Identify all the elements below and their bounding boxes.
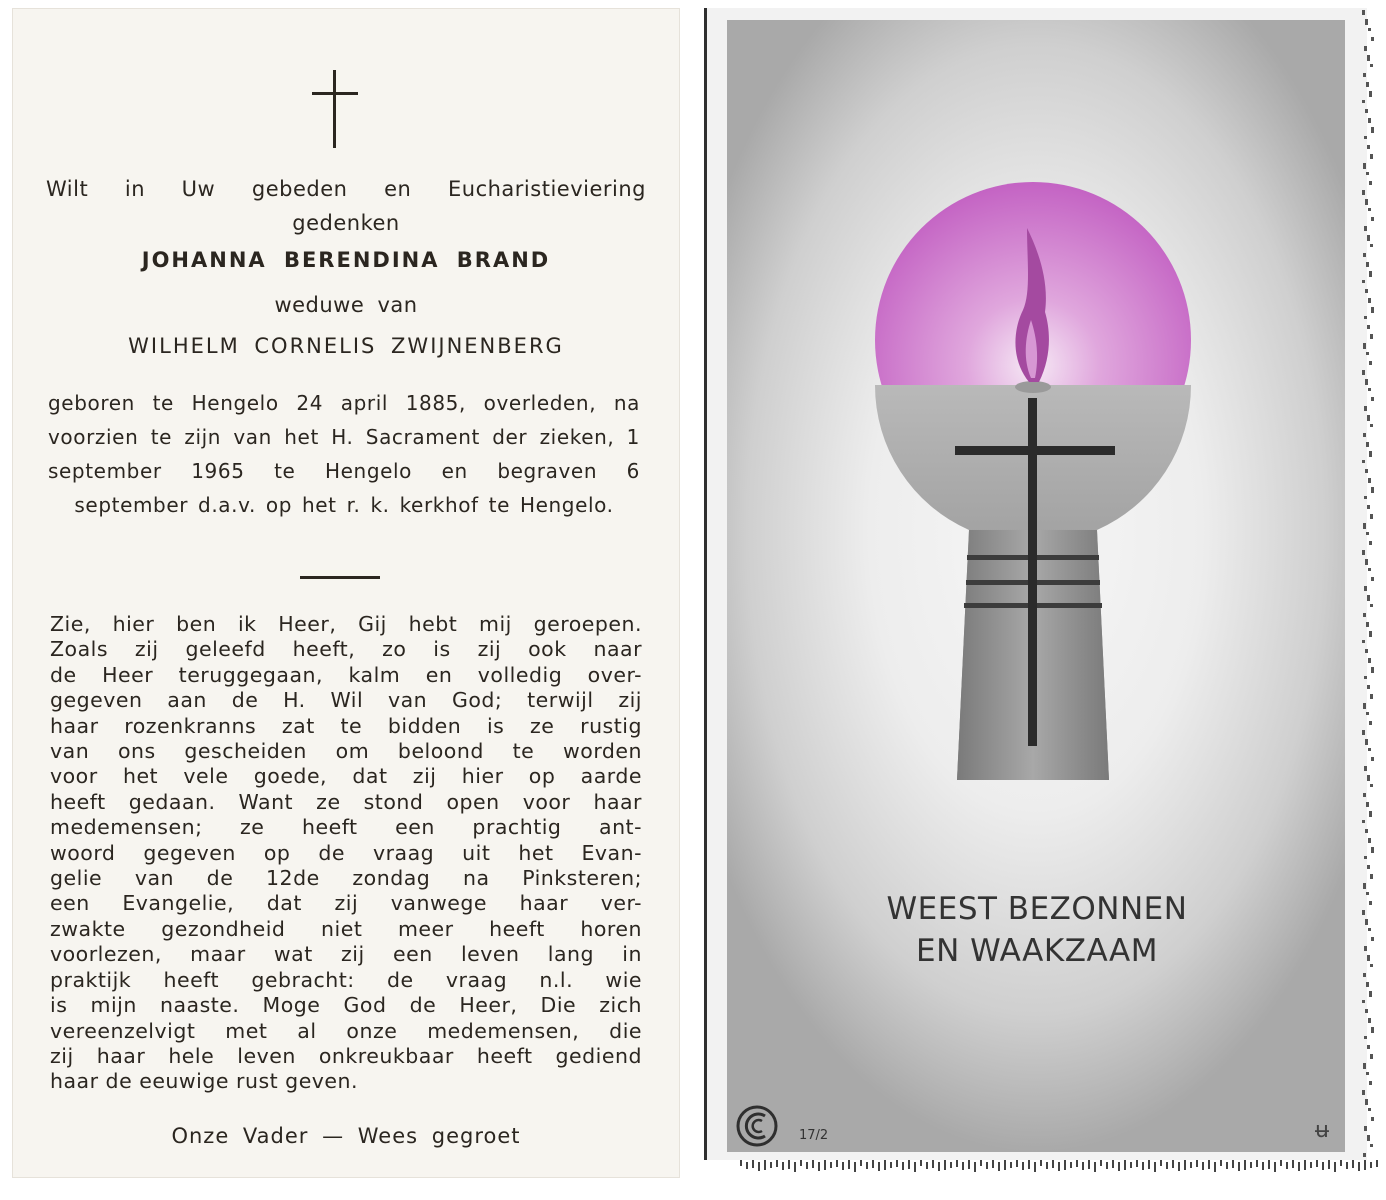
scan-edge-mark — [1363, 793, 1366, 797]
scan-edge-mark — [1118, 1162, 1120, 1171]
scan-edge-mark — [1367, 775, 1370, 781]
scan-edge-mark — [1363, 163, 1366, 169]
scan-edge-mark — [1368, 298, 1371, 303]
scan-edge-mark — [1371, 847, 1374, 853]
meditation-line: praktijk heeft gebracht: de vraag n.l. wie — [50, 967, 642, 992]
scan-edge-mark — [884, 1160, 886, 1170]
scan-edge-mark — [1366, 982, 1369, 987]
scan-edge-mark — [1366, 892, 1369, 895]
scan-edge-mark — [1370, 964, 1373, 967]
scan-edge-mark — [1364, 46, 1367, 51]
scan-edge-mark — [1371, 37, 1374, 41]
scan-edge-mark — [1244, 1160, 1246, 1170]
prayers-text: Onze Vader — Wees gegroet — [171, 1124, 521, 1148]
scan-edge-mark — [1369, 631, 1372, 637]
scan-edge-mark — [1365, 289, 1368, 293]
chalice-flame-illustration — [727, 20, 1345, 880]
scan-edge-mark — [1010, 1162, 1012, 1168]
scan-edge-mark — [800, 1160, 802, 1166]
scan-edge-mark — [950, 1162, 952, 1168]
scan-edge-mark — [1362, 910, 1365, 915]
scan-edge-mark — [1208, 1160, 1210, 1169]
scan-edge-mark — [866, 1162, 868, 1169]
scan-edge-mark — [1106, 1162, 1108, 1169]
scan-edge-mark — [1268, 1160, 1270, 1169]
meditation-line: gegeven aan de H. Wil van God; terwijl zij — [50, 688, 642, 713]
scan-edge-mark — [1366, 712, 1369, 715]
scan-edge-mark — [770, 1162, 772, 1168]
scan-edge-mark — [1190, 1162, 1192, 1168]
scan-edge-mark — [1034, 1162, 1036, 1172]
scan-edge-mark — [932, 1160, 934, 1168]
scan-edge-mark — [1363, 73, 1366, 77]
scan-edge-mark — [1367, 325, 1370, 329]
meditation-line: de Heer teruggegaan, kalm en volledig over- — [50, 662, 642, 687]
scan-edge-mark — [908, 1160, 910, 1169]
memorial-card-image-side — [704, 8, 1367, 1160]
scan-edge-mark — [758, 1162, 760, 1171]
scan-edge-mark — [1365, 649, 1368, 653]
scan-edge-mark — [1368, 478, 1371, 483]
scan-edge-mark — [1346, 1162, 1348, 1169]
scan-edge-mark — [1040, 1160, 1042, 1166]
scan-edge-mark — [878, 1162, 880, 1171]
scan-edge-mark — [1369, 361, 1372, 365]
scan-edge-mark — [1256, 1160, 1258, 1167]
scan-edge-mark — [740, 1160, 742, 1166]
scan-edge-mark — [1371, 487, 1374, 493]
scan-edge-mark — [1370, 244, 1373, 247]
scan-edge-mark — [1371, 577, 1374, 581]
scan-edge-mark — [1370, 1054, 1373, 1059]
scan-edge-mark — [1363, 523, 1366, 529]
scan-edge-mark — [1364, 226, 1367, 231]
scan-edge-mark — [1058, 1162, 1060, 1171]
intro-text: Wilt in Uw gebeden en Eucharistieviering gedenken — [46, 177, 646, 235]
scan-edge-mark — [1298, 1162, 1300, 1171]
scan-edge-mark — [992, 1160, 994, 1168]
scan-edge-mark — [1362, 820, 1365, 823]
scan-edge-mark — [1368, 388, 1371, 391]
scan-edge-mark — [1365, 739, 1368, 745]
scan-edge-mark — [956, 1160, 958, 1167]
scan-edge-mark — [926, 1162, 928, 1169]
scan-edge-mark — [746, 1162, 748, 1169]
scan-edge-mark — [1370, 694, 1373, 699]
scan-edge-mark — [1367, 865, 1370, 869]
scan-edge-mark — [1022, 1162, 1024, 1170]
scan-edge-mark — [1364, 1160, 1366, 1170]
scan-edge-mark — [1371, 217, 1374, 221]
scan-edge-mark — [1364, 766, 1367, 771]
meditation-line: haar rozenkranns zat te bidden is ze rustig — [50, 713, 642, 738]
scan-edge-mark — [1368, 208, 1371, 211]
scan-edge-mark — [1364, 496, 1367, 499]
scan-edge-mark — [920, 1160, 922, 1166]
scan-edge-mark — [1376, 1160, 1378, 1167]
meditation-line: voor het vele goede, dat zij hier op aarde — [50, 764, 642, 789]
motto-line-2: EN WAAKZAAM — [916, 933, 1158, 969]
scan-edge-mark — [1368, 658, 1371, 663]
scan-edge-mark — [1362, 730, 1365, 735]
scan-edge-mark — [1364, 136, 1367, 139]
scan-edge-mark — [1370, 874, 1373, 879]
scan-edge-mark — [1362, 190, 1365, 195]
illustration-panel — [727, 20, 1345, 1152]
scan-edge-mark — [1363, 343, 1366, 349]
scan-edge-mark — [1371, 127, 1374, 133]
scan-edge-mark — [788, 1160, 790, 1169]
scan-edge-mark — [1340, 1160, 1342, 1166]
scan-edge-right — [1362, 0, 1382, 1165]
scan-edge-mark — [1310, 1162, 1312, 1168]
scan-edge-mark — [1328, 1160, 1330, 1169]
cross-icon — [312, 70, 358, 148]
scan-edge-mark — [1365, 199, 1368, 205]
scan-edge-mark — [1160, 1160, 1162, 1166]
scan-edge-mark — [1352, 1160, 1354, 1168]
scan-edge-mark — [1362, 1090, 1365, 1095]
scan-edge-mark — [1184, 1160, 1186, 1170]
meditation-line: gelie van de 12de zondag na Pinksteren; — [50, 866, 642, 891]
scan-edge-mark — [1364, 406, 1367, 411]
scan-edge-mark — [1369, 811, 1372, 817]
publisher-logo-icon — [735, 1104, 779, 1148]
scan-edge-mark — [1369, 991, 1372, 997]
scan-edge-mark — [1286, 1162, 1288, 1169]
scan-edge-mark — [1362, 370, 1365, 375]
scan-edge-mark — [1368, 928, 1371, 931]
scan-edge-mark — [824, 1160, 826, 1170]
scan-edge-mark — [1052, 1160, 1054, 1168]
scan-edge-mark — [1367, 955, 1370, 961]
scan-edge-mark — [1367, 1135, 1370, 1141]
scan-edge-mark — [1214, 1162, 1216, 1172]
scan-edge-mark — [1362, 280, 1365, 283]
scan-edge-mark — [1367, 595, 1370, 601]
scan-edge-mark — [1364, 856, 1367, 859]
scan-edge-mark — [1358, 1162, 1360, 1171]
scan-edge-mark — [1365, 19, 1368, 25]
scan-edge-bottom — [740, 1160, 1380, 1174]
scan-edge-mark — [1124, 1160, 1126, 1170]
motto-line-1: WEEST BEZONNEN — [886, 891, 1188, 927]
scan-edge-mark — [1371, 307, 1374, 313]
biography-text: geboren te Hengelo 24 april 1885, overleden, na voorzien te zijn van het H. Sacrament der zieken, 1 september 1965 te Hengelo en begraven 6 september d.a.v. op het r. k. kerkhof te Hengelo. — [48, 391, 640, 517]
scan-edge-mark — [890, 1162, 892, 1168]
scan-edge-mark — [1304, 1160, 1306, 1170]
scan-edge-mark — [1368, 748, 1371, 751]
scan-edge-mark — [1367, 145, 1370, 149]
scan-edge-mark — [1364, 1126, 1367, 1131]
scan-edge-mark — [1370, 1162, 1372, 1168]
scan-edge-mark — [1368, 1018, 1371, 1023]
motto-text — [827, 888, 1247, 972]
scan-edge-mark — [1362, 460, 1365, 463]
meditation-text — [50, 612, 642, 1095]
scan-edge-mark — [1172, 1160, 1174, 1168]
scan-edge-mark — [1362, 550, 1365, 555]
deceased-name: JOHANNA BERENDINA BRAND — [141, 248, 551, 272]
scan-edge-mark — [1220, 1160, 1222, 1166]
meditation-line: zwakte gezondheid niet meer heeft horen — [50, 916, 642, 941]
scan-edge-mark — [896, 1160, 898, 1167]
scan-edge-mark — [872, 1160, 874, 1168]
scan-edge-mark — [1238, 1162, 1240, 1171]
scan-edge-mark — [1202, 1162, 1204, 1170]
scan-edge-mark — [1366, 82, 1369, 87]
scan-edge-mark — [1368, 28, 1371, 31]
meditation-line: een Evangelie, dat zij vanwege haar ver- — [50, 891, 642, 916]
scan-edge-mark — [1366, 532, 1369, 535]
scan-edge-mark — [902, 1162, 904, 1170]
meditation-line: medemensen; ze heeft een prachtig ant- — [50, 815, 642, 840]
scan-edge-mark — [1365, 469, 1368, 473]
scan-edge-mark — [1362, 100, 1365, 103]
scan-edge-mark — [1226, 1162, 1228, 1169]
scan-edge-mark — [1365, 109, 1368, 113]
scan-edge-mark — [1370, 424, 1373, 427]
scan-edge-mark — [1166, 1162, 1168, 1169]
scan-edge-mark — [782, 1162, 784, 1170]
scan-edge-mark — [1371, 937, 1374, 941]
scan-edge-mark — [1362, 1000, 1365, 1003]
scan-edge-mark — [1370, 1144, 1373, 1147]
card-number: 17/2 — [799, 1128, 829, 1143]
scan-edge-mark — [1070, 1162, 1072, 1168]
scan-edge-mark — [1366, 802, 1369, 807]
scan-edge-mark — [776, 1160, 778, 1167]
scan-edge-mark — [1112, 1160, 1114, 1168]
scan-edge-mark — [1196, 1160, 1198, 1167]
scan-edge-mark — [1369, 451, 1372, 457]
scan-edge-mark — [1366, 352, 1369, 355]
scan-edge-mark — [794, 1162, 796, 1172]
scan-edge-mark — [1076, 1160, 1078, 1167]
scan-edge-mark — [752, 1160, 754, 1168]
scan-edge-mark — [1142, 1162, 1144, 1170]
scan-edge-mark — [938, 1162, 940, 1171]
scan-edge-mark — [914, 1162, 916, 1172]
scan-edge-mark — [986, 1162, 988, 1169]
scan-edge-mark — [1371, 1117, 1374, 1121]
divider-line — [300, 576, 380, 579]
scan-edge-mark — [854, 1162, 856, 1172]
scan-edge-mark — [1366, 1072, 1369, 1075]
scan-edge-mark — [1371, 757, 1374, 761]
scan-edge-mark — [1369, 91, 1372, 97]
scan-edge-mark — [1363, 973, 1366, 977]
meditation-line: Zie, hier ben ik Heer, Gij hebt mij geroepen. — [50, 612, 642, 636]
scan-edge-mark — [1367, 55, 1370, 61]
scan-edge-mark — [836, 1160, 838, 1167]
scan-edge-mark — [1363, 253, 1366, 257]
scan-edge-mark — [1082, 1162, 1084, 1170]
scan-edge-mark — [1370, 334, 1373, 339]
scan-edge-mark — [974, 1162, 976, 1172]
meditation-line: haar de eeuwige rust geven. — [50, 1069, 359, 1094]
scan-edge-mark — [812, 1160, 814, 1168]
scan-edge-mark — [1366, 172, 1369, 175]
scan-edge-mark — [1368, 1108, 1371, 1111]
scan-edge-mark — [1368, 118, 1371, 123]
scan-edge-mark — [1088, 1160, 1090, 1169]
scan-edge-mark — [1004, 1160, 1006, 1170]
scan-edge-mark — [1369, 271, 1372, 277]
scan-edge-mark — [1369, 901, 1372, 905]
scan-edge-mark — [1028, 1160, 1030, 1169]
scan-edge-mark — [1366, 262, 1369, 267]
scan-edge-mark — [1369, 181, 1372, 185]
scan-edge-mark — [1094, 1162, 1096, 1172]
scan-edge-mark — [806, 1162, 808, 1169]
scan-edge-mark — [1364, 586, 1367, 591]
artist-monogram: ʉ — [1315, 1118, 1329, 1143]
meditation-line: van ons gescheiden om beloond te worden — [50, 739, 642, 764]
scan-edge-mark — [1064, 1160, 1066, 1170]
scan-edge-mark — [764, 1160, 766, 1170]
scan-edge-mark — [1363, 433, 1366, 437]
scan-edge-mark — [1334, 1162, 1336, 1172]
scan-edge-mark — [1046, 1162, 1048, 1169]
scan-edge-mark — [1130, 1162, 1132, 1168]
scan-edge-mark — [1100, 1160, 1102, 1166]
meditation-line: voorlezen, maar wat zij een leven lang in — [50, 942, 642, 967]
meditation-line: heeft gedaan. Want ze stond open voor haar — [50, 789, 642, 814]
meditation-line: zij haar hele leven onkreukbaar heeft gediend — [50, 1043, 642, 1068]
meditation-line: woord gegeven op de vraag uit het Evan- — [50, 840, 642, 865]
scan-edge-mark — [944, 1160, 946, 1170]
meditation-line: vereenzelvigt met al onze medemensen, die — [50, 1018, 642, 1043]
scan-edge-mark — [860, 1160, 862, 1166]
scan-edge-mark — [1364, 316, 1367, 319]
scan-edge-mark — [998, 1162, 1000, 1171]
scan-edge-mark — [962, 1162, 964, 1170]
scan-edge-mark — [1365, 829, 1368, 833]
scan-edge-mark — [1363, 1063, 1366, 1069]
scan-edge-mark — [1367, 505, 1370, 509]
scan-edge-mark — [1370, 784, 1373, 787]
widow-of-text: weduwe van — [274, 293, 418, 317]
scan-edge-mark — [1148, 1160, 1150, 1169]
scan-edge-mark — [1366, 442, 1369, 447]
scan-edge-mark — [980, 1160, 982, 1166]
scan-edge-mark — [1370, 154, 1373, 159]
scan-edge-mark — [842, 1162, 844, 1170]
meditation-line: Zoals zij geleefd heeft, zo is zij ook naar — [50, 637, 642, 662]
scan-edge-mark — [1371, 667, 1374, 673]
scan-edge-mark — [1364, 1036, 1367, 1039]
scan-edge-mark — [1136, 1160, 1138, 1167]
spouse-name: WILHELM CORNELIS ZWIJNENBERG — [128, 334, 564, 358]
scan-edge-mark — [1322, 1162, 1324, 1170]
scan-edge-mark — [1363, 613, 1366, 617]
scan-edge-mark — [1371, 397, 1374, 401]
scan-edge-mark — [1362, 640, 1365, 643]
meditation-line: is mijn naaste. Moge God de Heer, Die zich — [50, 993, 642, 1018]
scan-edge-mark — [1292, 1160, 1294, 1168]
scan-edge-mark — [1368, 838, 1371, 843]
scan-edge-mark — [1365, 559, 1368, 565]
scan-edge-mark — [1178, 1162, 1180, 1171]
scan-edge-mark — [1367, 235, 1370, 241]
scan-edge-mark — [1363, 703, 1366, 709]
scan-edge-mark — [1369, 721, 1372, 725]
scan-edge-mark — [1363, 883, 1366, 889]
scan-edge-mark — [968, 1160, 970, 1169]
scan-edge-mark — [1316, 1160, 1318, 1167]
scan-edge-mark — [1364, 676, 1367, 679]
scan-edge-mark — [1367, 1045, 1370, 1049]
scan-edge-mark — [1365, 379, 1368, 385]
scan-edge-mark — [1365, 1009, 1368, 1013]
scan-edge-mark — [1369, 1081, 1372, 1085]
scan-edge-mark — [1280, 1160, 1282, 1166]
scan-edge-mark — [1367, 685, 1370, 689]
scan-edge-mark — [1369, 541, 1372, 545]
scan-edge-mark — [1364, 946, 1367, 951]
scan-edge-mark — [1362, 10, 1365, 15]
scan-edge-mark — [1368, 568, 1371, 571]
scan-edge-mark — [830, 1162, 832, 1168]
scan-edge-mark — [1274, 1162, 1276, 1172]
scan-edge-mark — [818, 1162, 820, 1171]
memorial-card-text-side — [12, 8, 680, 1178]
scan-edge-mark — [1363, 1153, 1366, 1157]
scan-edge-mark — [1370, 604, 1373, 607]
scan-edge-mark — [1365, 1099, 1368, 1105]
scan-edge-mark — [1154, 1162, 1156, 1172]
scan-edge-mark — [1366, 622, 1369, 627]
scan-edge-mark — [1370, 514, 1373, 519]
scan-edge-mark — [1016, 1160, 1018, 1167]
scan-edge-mark — [1232, 1160, 1234, 1168]
scan-edge-mark — [1367, 415, 1370, 421]
scan-edge-mark — [1365, 919, 1368, 925]
scan-edge-mark — [1250, 1162, 1252, 1168]
scan-edge-mark — [1262, 1162, 1264, 1170]
scan-edge-mark — [848, 1160, 850, 1169]
scan-edge-mark — [1371, 1027, 1374, 1033]
scan-edge-mark — [1370, 64, 1373, 67]
